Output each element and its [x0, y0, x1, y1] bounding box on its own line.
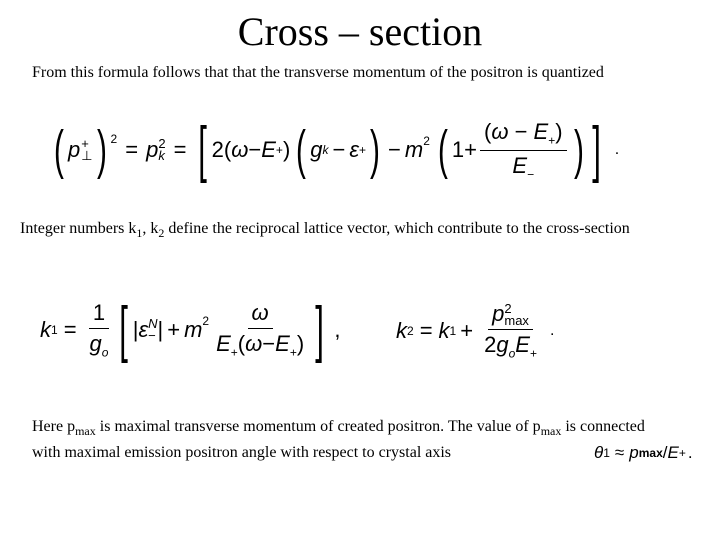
paragraph-integer-numbers: [20, 218, 706, 244]
paragraph-quantization-text: From this formula follows that that the transverse momentum of the positron is quantized: [32, 64, 604, 81]
paragraph-pmax-text-c: is connected with maximal emission positron angle with respect to crystal axis: [32, 418, 645, 462]
subscript-max-b: max: [540, 424, 562, 439]
paragraph-integer-text-a: Integer numbers k: [20, 220, 137, 237]
subscript-k2: 2: [158, 226, 165, 241]
paragraph-pmax-text-b: is maximal transverse momentum of created positron. The value of p: [95, 418, 541, 435]
slide-title: Cross – section: [237, 9, 483, 54]
subscript-k1: 1: [136, 226, 143, 241]
formula-k1: k 1 = $\frac{1}{g_o}$ [ | ε N − | + m $^2$ $\frac{\omega}{E_+(\omega-E_+)}$ ] ,: [40, 295, 341, 364]
formula-theta: θ 1 ≈ p max / E + .: [594, 443, 693, 462]
formula-k2: k 2 = k 1 + p 2 max $2g_oE_+$ .: [396, 301, 555, 361]
paragraph-quantization: [32, 62, 660, 83]
paragraph-integer-text-c: define the reciprocal lattice vector, which contribute to the cross-section: [164, 220, 630, 237]
formula-transverse-momentum: ( p + ⊥ ) $^2$ = p 2 k = [ 2( ω − E + ) ( g k − ε + ) − m $^2$ ( 1+ $\frac{(\omega - E_+)}{E_-}$ ) ] .: [54, 115, 620, 184]
subscript-max-a: max: [75, 424, 96, 439]
paragraph-pmax: [32, 416, 652, 463]
paragraph-pmax-text-a: Here p: [32, 418, 76, 435]
paragraph-integer-text-b: , k: [142, 220, 159, 237]
